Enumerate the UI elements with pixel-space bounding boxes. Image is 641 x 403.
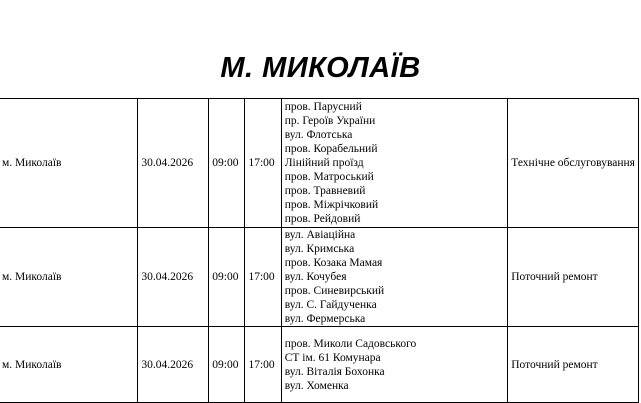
street-name: Лінійний проїзд (284, 157, 364, 169)
time-to-cell: 17:00 (245, 327, 281, 403)
street-name: пров. Матроський (284, 171, 374, 183)
work-type-cell: Технічне обслуговування (508, 99, 639, 228)
page-title: М. МИКОЛАЇВ (220, 52, 421, 84)
street-name: вул. Кримська (284, 243, 355, 255)
time-from-cell: 09:00 (209, 228, 245, 327)
table-row (0, 228, 639, 327)
settlement-cell: м. Миколаїв (0, 99, 138, 228)
street-name: пров. Рейдовий (284, 213, 361, 225)
streets-cell (281, 228, 508, 327)
street-name: пров. Корабельний (284, 143, 378, 155)
street-name: пр. Героїв України (284, 115, 376, 127)
outage-schedule-table (0, 98, 639, 403)
settlement-cell: м. Миколаїв (0, 228, 138, 327)
street-name: вул. Фермерська (284, 313, 366, 325)
street-name: пров. Парусний (284, 101, 362, 113)
table-row (0, 327, 639, 403)
date-cell: 30.04.2026 (138, 327, 209, 403)
street-name: вул. Флотська (284, 129, 353, 141)
time-to-cell: 17:00 (245, 99, 281, 228)
street-name: пров. Міжрічковий (284, 199, 379, 211)
street-name: пров. Травневий (284, 185, 366, 197)
time-from-cell: 09:00 (209, 99, 245, 228)
street-name: вул. Віталія Бохонка (284, 365, 385, 378)
street-name: пров. Миколи Садовського (284, 337, 417, 350)
street-name: вул. С. Гайдученка (284, 299, 377, 311)
streets-cell (281, 327, 508, 403)
date-cell: 30.04.2026 (138, 228, 209, 327)
street-name: вул. Авіаційна (284, 229, 356, 241)
table-row (0, 99, 639, 228)
street-name: СТ ім. 61 Комунара (284, 351, 381, 364)
street-name: вул. Хоменка (284, 379, 349, 392)
time-from-cell: 09:00 (209, 327, 245, 403)
work-type-cell: Поточний ремонт (508, 327, 639, 403)
street-name: пров. Козака Мамая (284, 257, 383, 269)
street-name: вул. Кочубея (284, 271, 347, 283)
work-type-cell: Поточний ремонт (508, 228, 639, 327)
street-name: пров. Синевирський (284, 285, 385, 297)
settlement-cell: м. Миколаїв (0, 327, 138, 403)
date-cell: 30.04.2026 (138, 99, 209, 228)
streets-cell (281, 99, 508, 228)
time-to-cell: 17:00 (245, 228, 281, 327)
